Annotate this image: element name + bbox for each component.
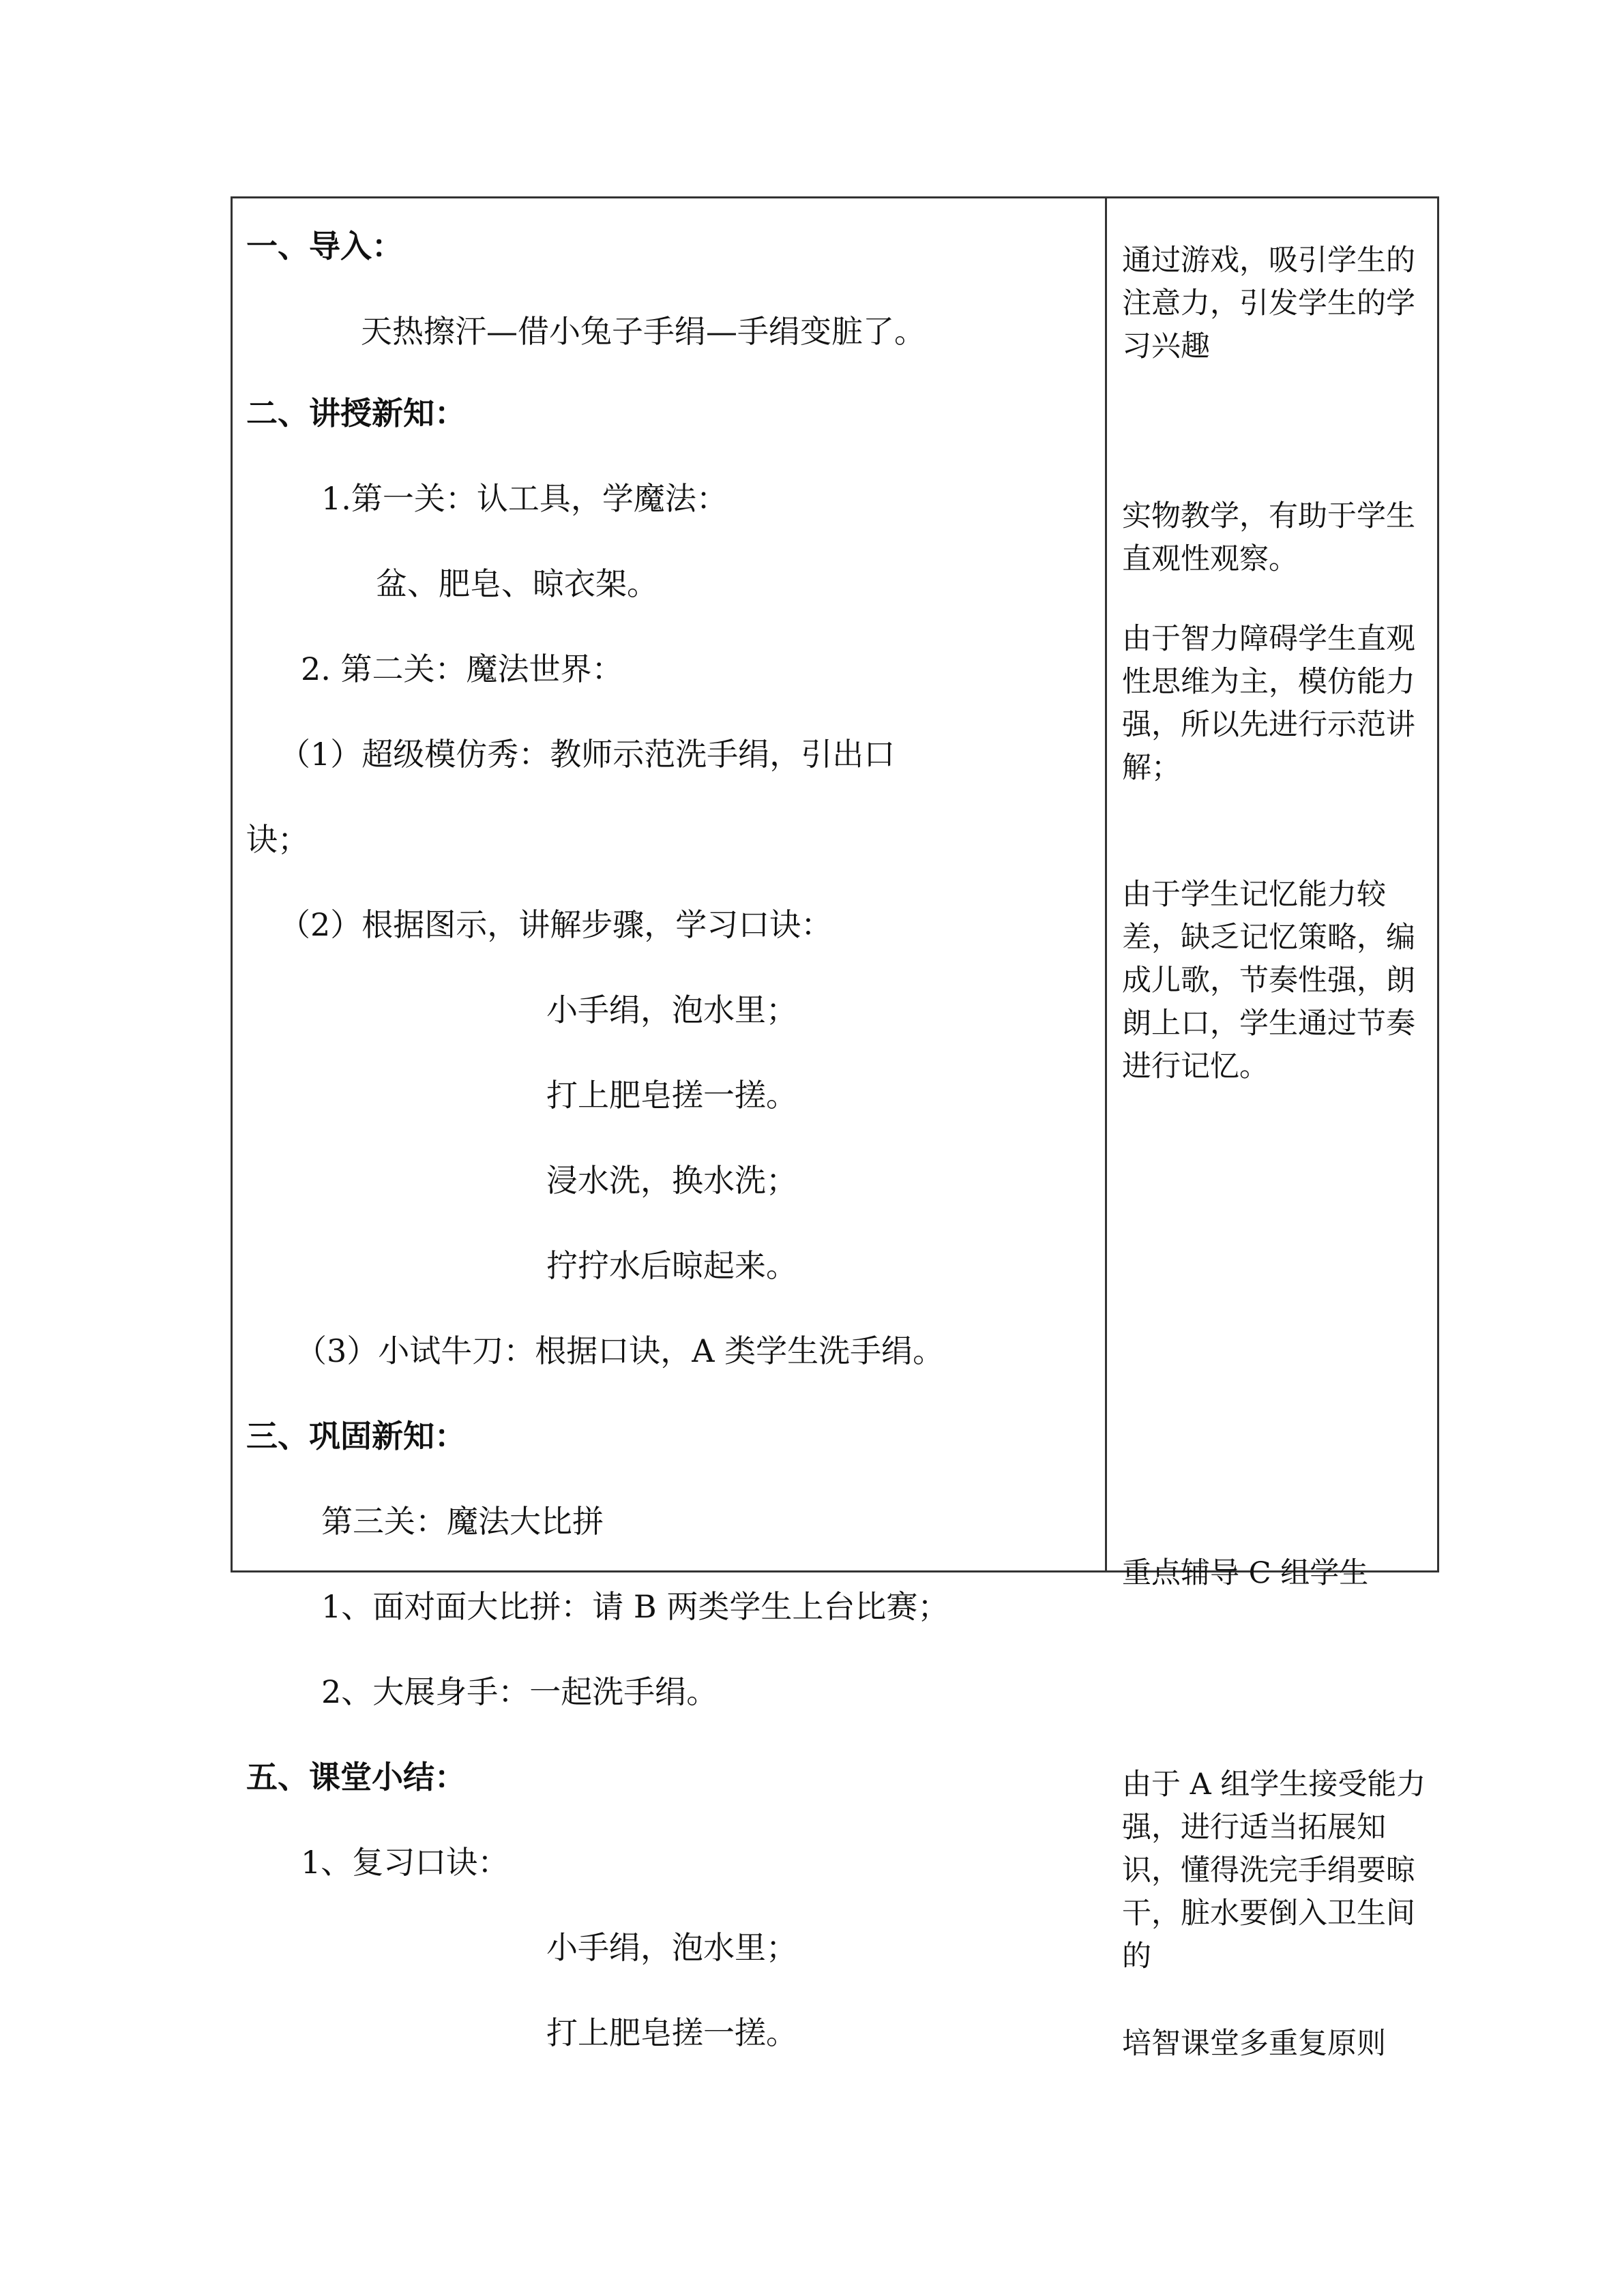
substep-three-text: （3）小试牛刀：根据口诀，A 类学生洗手绢。 xyxy=(295,1332,945,1369)
intro-text: 天热擦汗—借小兔子手绢—手绢变脏了。 xyxy=(361,313,926,350)
section-title-intro: 一、导入： xyxy=(246,228,403,265)
rhyme-line-3: 浸水洗，换水洗； xyxy=(546,1162,797,1199)
note-group-c-guidance: 重点辅导 C 组学生 xyxy=(1122,1556,1369,1590)
design-intent-column xyxy=(1107,198,1437,2061)
summary-item-1: 1、复习口诀： xyxy=(301,1844,510,1881)
note-repetition-principle: 培智课堂多重复原则 xyxy=(1122,2027,1386,2061)
lesson-plan-table xyxy=(231,196,1439,2061)
substep-one-text: （1）超级模仿秀：教师示范洗手绢，引出口 xyxy=(279,736,896,773)
note-real-objects: 实物教学，有助于学生直观性观察。 xyxy=(1122,499,1415,576)
consolidate-item-1: 1、面对面大比拼：请 B 两类学生上台比赛； xyxy=(321,1588,949,1625)
substep-two-text: （2）根据图示，讲解步骤，学习口诀： xyxy=(279,906,833,943)
consolidate-item-2: 2、大展身手：一起洗手绢。 xyxy=(321,1673,718,1710)
review-rhyme-line-1: 小手绢，泡水里； xyxy=(546,1929,797,1966)
stage-one-text: 1.第一关：认工具，学魔法： xyxy=(321,480,728,517)
note-rhyme-memory: 由于学生记忆能力较差，缺乏记忆策略，编成儿歌，节奏性强，朗朗上口，学生通过节奏进行记忆。 xyxy=(1122,878,1415,1084)
note-demonstration: 由于智力障碍学生直观性思维为主，模仿能力强，所以先进行示范讲解； xyxy=(1122,622,1415,785)
section-title-summary: 五、课堂小结： xyxy=(246,1759,466,1795)
teaching-process-column xyxy=(233,198,1105,2051)
stage-two-text: 2. 第二关：魔法世界： xyxy=(301,651,623,687)
section-title-consolidate: 三、巩固新知： xyxy=(246,1418,466,1455)
section-title-new-knowledge: 二、讲授新知： xyxy=(246,395,466,432)
tools-list-text: 盆、肥皂、晾衣架。 xyxy=(376,565,658,602)
rhyme-line-4: 拧拧水后晾起来。 xyxy=(546,1247,797,1284)
review-rhyme-line-2: 打上肥皂搓一搓。 xyxy=(546,2014,797,2051)
note-games-interest: 通过游戏，吸引学生的注意力，引发学生的学习兴趣 xyxy=(1122,243,1415,363)
rhyme-line-1: 小手绢，泡水里； xyxy=(546,992,797,1028)
rhyme-line-2: 打上肥皂搓一搓。 xyxy=(546,1077,797,1114)
substep-one-continued: 诀； xyxy=(246,821,309,858)
note-group-a-extension: 由于 A 组学生接受能力强，进行适当拓展知识，懂得洗完手绢要晾干，脏水要倒入卫生间的 xyxy=(1122,1768,1426,1973)
stage-three-text: 第三关：魔法大比拼 xyxy=(321,1503,604,1540)
